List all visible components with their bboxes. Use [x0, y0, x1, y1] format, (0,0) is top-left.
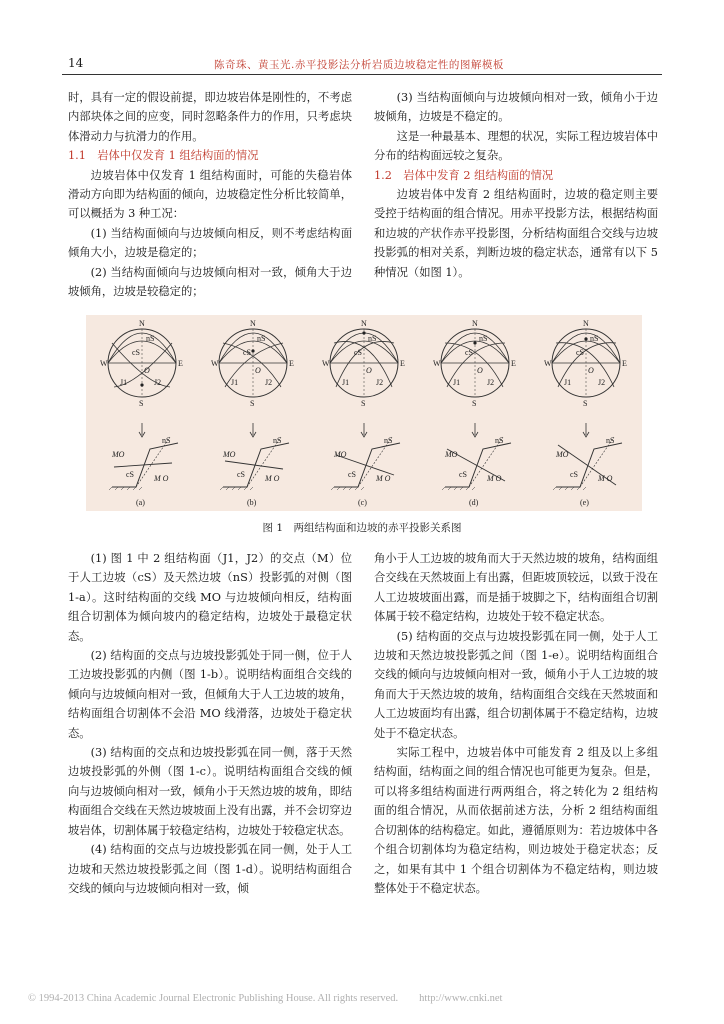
paragraph: (1) 图 1 中 2 组结构面（J1，J2）的交点（M）位于人工边坡（cS）及天然边坡（nS）投影弧的对侧（图 1-a）。这时结构面的交线 MO 与边坡倾向相反，结构面组合切割体为倾向坡内的稳定结构，边坡处于最稳定状态。 [68, 552, 352, 643]
intersection-point-m [140, 383, 143, 386]
mo-label: MO [445, 450, 458, 459]
center-o-label: O [588, 366, 594, 375]
paragraph: 角小于人工边坡的坡角而大于天然边坡的坡角，结构面组合交线在天然坡面上有出露，但距坡顶较远，以致于没在人工边坡坡面出露，而是插于坡脚之下，结构面组合切割体属于较不稳定结构，边坡处于较不稳定状态。 [374, 552, 658, 624]
paragraph: 边坡岩体中仅发育 1 组结构面时，可能的失稳岩体滑动方向即为结构面的倾向，边坡稳定性分析比较简单，可以概括为 3 种工况： [68, 168, 352, 221]
mo-label-2: M O [487, 474, 502, 483]
cs-section-label: cS [459, 470, 467, 479]
cut-slope-arc [330, 341, 398, 363]
cs-section-label: cS [348, 470, 356, 479]
north-label: N [583, 319, 589, 328]
page-number: 14 [68, 56, 84, 70]
mo-label: MO [334, 450, 347, 459]
cs-section-label: cS [237, 470, 245, 479]
header-rule [62, 74, 662, 75]
paragraph: (3) 结构面的交点和边坡投影弧在同一侧，落于天然边坡投影弧的外侧（图 1-c）。说明结构面组合交线的倾向与边坡倾向相对一致，倾角小于天然边坡的坡角，即结构面组合交线在天然边坡坡面上没有出露，并不会切穿边坡岩体，切割体属于较稳定结构，边坡处于较稳定状态。 [68, 746, 352, 837]
j1-label: J1 [120, 378, 128, 387]
ground-hatch [361, 487, 364, 490]
paragraph: 实际工程中，边坡岩体中可能发育 2 组及以上多组结构面，结构面之间的组合情况也可能更为复杂。但是，可以将多组结构面进行两两组合，将之转化为 2 组结构面的组合情况，从而依据前述方法，分析 2 组结构面组合切割体的结构稳定。如此，遵循原则为：若边坡体中各个组合切割体均为稳定结构，则边坡处于稳定状态；反之，如果有其中 1 个组合切割体为不稳定结构，则边坡整体处于不稳定状态。 [374, 746, 658, 895]
cut-slope-arc [552, 341, 620, 363]
j2-label: J2 [154, 378, 162, 387]
cs-label: cS [576, 348, 584, 357]
paragraph: (4) 结构面的交点与边坡投影弧在同一侧，处于人工边坡和天然边坡投影弧之间（图 1-d）。说明结构面组合交线的倾向与边坡倾向相对一致，倾 [68, 843, 352, 895]
center-o-label: O [366, 366, 372, 375]
ground-hatch [109, 487, 112, 490]
paragraph: (2) 当结构面倾向与边坡倾向相对一致，倾角大于边坡倾角，边坡是较稳定的； [68, 265, 352, 299]
panel-letter: (e) [580, 498, 589, 507]
paragraph: (5) 结构面的交点与边坡投影弧在同一侧，处于人工边坡和天然边坡投影弧之间（图 1-e）。说明结构面组合交线的倾向与边坡倾向相对一致，倾角小于人工边坡的坡角而大于天然边坡的坡角，结构面组合交线在天然坡面和人工边坡面均有出露，组合切割体属于不稳定结构，边坡处于不稳定状态。 [374, 629, 658, 740]
east-label: E [511, 359, 516, 368]
mo-label-2: M O [154, 474, 169, 483]
east-label: E [289, 359, 294, 368]
east-label: E [178, 359, 183, 368]
cs-label: cS [465, 348, 473, 357]
east-label: E [622, 359, 627, 368]
figure-caption: 图 1 两组结构面和边坡的赤平投影关系图 [262, 522, 462, 534]
j2-label: J2 [265, 378, 273, 387]
j2-label: J2 [598, 378, 606, 387]
ns-section-label: nS [162, 436, 171, 445]
center-o-label: O [144, 366, 150, 375]
ground-hatch [472, 487, 475, 490]
column-left-top [68, 88, 352, 301]
column-left-bottom [68, 549, 352, 898]
south-label: S [583, 399, 588, 408]
column-right-bottom [374, 549, 658, 898]
intersection-point-m [251, 349, 254, 352]
stereonet-figure [86, 315, 642, 511]
cut-slope-arc [108, 341, 176, 363]
intersection-point-m [473, 341, 476, 344]
column-right-top [374, 88, 658, 282]
ns-label: nS [146, 334, 155, 343]
paragraph: (3) 当结构面倾向与边坡倾向相对一致，倾角小于边坡倾角，边坡是不稳定的。 [374, 91, 658, 124]
ns-label: nS [368, 334, 377, 343]
cs-label: cS [354, 348, 362, 357]
ns-section-label: nS [273, 436, 282, 445]
south-label: S [361, 399, 366, 408]
running-title: 陈奇珠、黄玉光.赤平投影法分析岩质边坡稳定性的图解模板 [214, 59, 504, 71]
east-label: E [400, 359, 405, 368]
panel-letter: (d) [469, 498, 479, 507]
j2-label: J2 [376, 378, 384, 387]
paragraph: (1) 当结构面倾向与边坡倾向相反，则不考虑结构面倾角大小，边坡是稳定的； [68, 226, 352, 260]
ground-hatch [583, 487, 586, 490]
ground-hatch [139, 487, 142, 490]
center-o-label: O [477, 366, 483, 375]
j2-label: J2 [487, 378, 495, 387]
intersection-point-m [584, 337, 587, 340]
ground-hatch [250, 487, 253, 490]
panel-letter: (b) [247, 498, 257, 507]
north-label: N [139, 319, 145, 328]
mo-label-2: M O [265, 474, 280, 483]
cs-section-label: cS [570, 470, 578, 479]
ground-hatch [442, 487, 445, 490]
panel-letter: (c) [358, 498, 367, 507]
south-label: S [250, 399, 255, 408]
paragraph: 这是一种最基本、理想的状况，实际工程边坡岩体中分布的结构面远较之复杂。 [374, 129, 658, 163]
ns-section-label: nS [606, 436, 615, 445]
mo-label-2: M O [376, 474, 391, 483]
ground-hatch [331, 487, 334, 490]
mo-label: MO [556, 450, 569, 459]
ns-label: nS [590, 334, 599, 343]
ns-section-label: nS [495, 436, 504, 445]
section-heading: 1.1 岩体中仅发育 1 组结构面的情况 [68, 149, 259, 163]
west-label: W [100, 359, 108, 368]
west-label: W [433, 359, 441, 368]
ground-hatch [553, 487, 556, 490]
cs-label: cS [243, 348, 251, 357]
ns-label: nS [479, 334, 488, 343]
west-label: W [544, 359, 552, 368]
paragraph: 边坡岩体中发育 2 组结构面时，边坡的稳定则主要受控于结构面的组合情况。用赤平投影方法，根据结构面和边坡的产状作赤平投影图，分析结构面组合交线与边坡投影弧的相对关系，判断边坡的稳定状态，通常有以下 5 种情况（如图 1）。 [374, 188, 658, 279]
north-label: N [472, 319, 478, 328]
center-o-label: O [255, 366, 261, 375]
north-label: N [250, 319, 256, 328]
south-label: S [472, 399, 477, 408]
j1-label: J1 [231, 378, 239, 387]
j1-label: J1 [564, 378, 572, 387]
panel-letter: (a) [136, 498, 145, 507]
mo-label-2: M O [598, 474, 613, 483]
ground-hatch [220, 487, 223, 490]
west-label: W [211, 359, 219, 368]
mo-trace-line [114, 463, 172, 467]
j1-label: J1 [342, 378, 350, 387]
intersection-point-m [362, 331, 365, 334]
cs-label: cS [132, 348, 140, 357]
mo-label: MO [112, 450, 125, 459]
ns-label: nS [257, 334, 266, 343]
cs-section-label: cS [126, 470, 134, 479]
west-label: W [322, 359, 330, 368]
ns-section-label: nS [384, 436, 393, 445]
paragraph: 时，具有一定的假设前提，即边坡岩体是刚性的，不考虑内部块体之间的应变，同时忽略条件力的作用，只考虑块体滑动力与抗滑力的作用。 [68, 91, 352, 143]
south-label: S [139, 399, 144, 408]
paragraph: (2) 结构面的交点与边坡投影弧处于同一侧，位于人工边坡投影弧的内侧（图 1-b）。说明结构面组合交线的倾向与边坡倾向相对一致，但倾角大于人工边坡的坡角，结构面组合切割体不会沿 MO 线滑落，边坡处于稳定状态。 [68, 649, 352, 740]
mo-label: MO [223, 450, 236, 459]
copyright-footer: © 1994-2013 China Academic Journal Electronic Publishing House. All rights reserved. http://www.cnki.net [28, 993, 503, 1004]
section-heading: 1.2 岩体中发育 2 组结构面的情况 [374, 168, 554, 182]
figure-1 [86, 315, 642, 511]
north-label: N [361, 319, 367, 328]
j1-label: J1 [453, 378, 461, 387]
